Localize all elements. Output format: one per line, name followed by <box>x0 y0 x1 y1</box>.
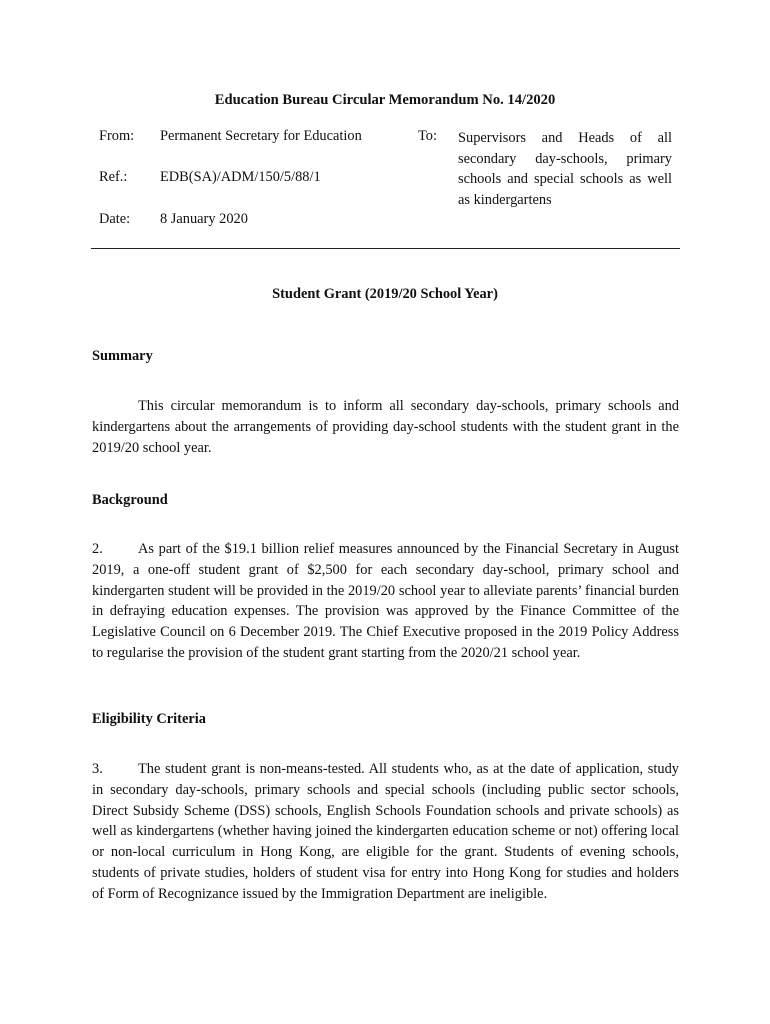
summary-paragraph <box>92 396 679 458</box>
eligibility-text: The student grant is non-means-tested. All students who, as at the date of application, study in secondary day-schools, primary schools and special schools (including public sector schools, Direct Subsidy Scheme (DSS) schools, English Schools Foundation schools and private schools) as well as kindergartens (whether having joined the kindergarten education scheme or not) offering local or non-local curriculum in Hong Kong, are eligible for the grant. Students of evening schools, students of private studies, holders of student visa for entry into Hong Kong for studies and holders of Form of Recognizance issued by the Immigration Department are ineligible. <box>92 761 679 902</box>
ref-value: EDB(SA)/ADM/150/5/88/1 <box>160 169 321 185</box>
to-label: To: <box>418 128 437 144</box>
eligibility-heading: Eligibility Criteria <box>92 711 206 727</box>
from-value: Permanent Secretary for Education <box>160 128 362 144</box>
paragraph-number: 2. <box>92 541 103 557</box>
background-paragraph <box>92 539 679 664</box>
date-label: Date: <box>99 211 131 227</box>
subject-heading: Student Grant (2019/20 School Year) <box>272 286 498 302</box>
ref-label: Ref.: <box>99 169 128 185</box>
background-text: As part of the $19.1 billion relief measures announced by the Financial Secretary in August 2019, a one-off student grant of $2,500 for each secondary day-school, primary school and kindergarten student will be provided in the 2019/20 school year to alleviate parents’ financial burden in defraying education expenses. The provision was approved by the Finance Committee of the Legislative Council on 6 December 2019. The Chief Executive proposed in the 2019 Policy Address to regularise the provision of the student grant starting from the 2020/21 school year. <box>92 541 679 661</box>
from-label: From: <box>99 128 135 144</box>
document-title: Education Bureau Circular Memorandum No. 14/2020 <box>214 92 556 108</box>
header-divider <box>91 248 680 249</box>
eligibility-paragraph <box>92 759 679 905</box>
background-heading: Background <box>92 492 168 508</box>
to-value: Supervisors and Heads of all secondary day-schools, primary schools and special schools as well as kindergartens <box>458 130 672 208</box>
paragraph-number: 3. <box>92 761 103 777</box>
date-value: 8 January 2020 <box>160 211 248 227</box>
summary-text: This circular memorandum is to inform all secondary day-schools, primary schools and kindergartens about the arrangements of providing day-school students with the student grant in the 2019/20 school year. <box>92 398 679 456</box>
summary-heading: Summary <box>92 348 153 364</box>
